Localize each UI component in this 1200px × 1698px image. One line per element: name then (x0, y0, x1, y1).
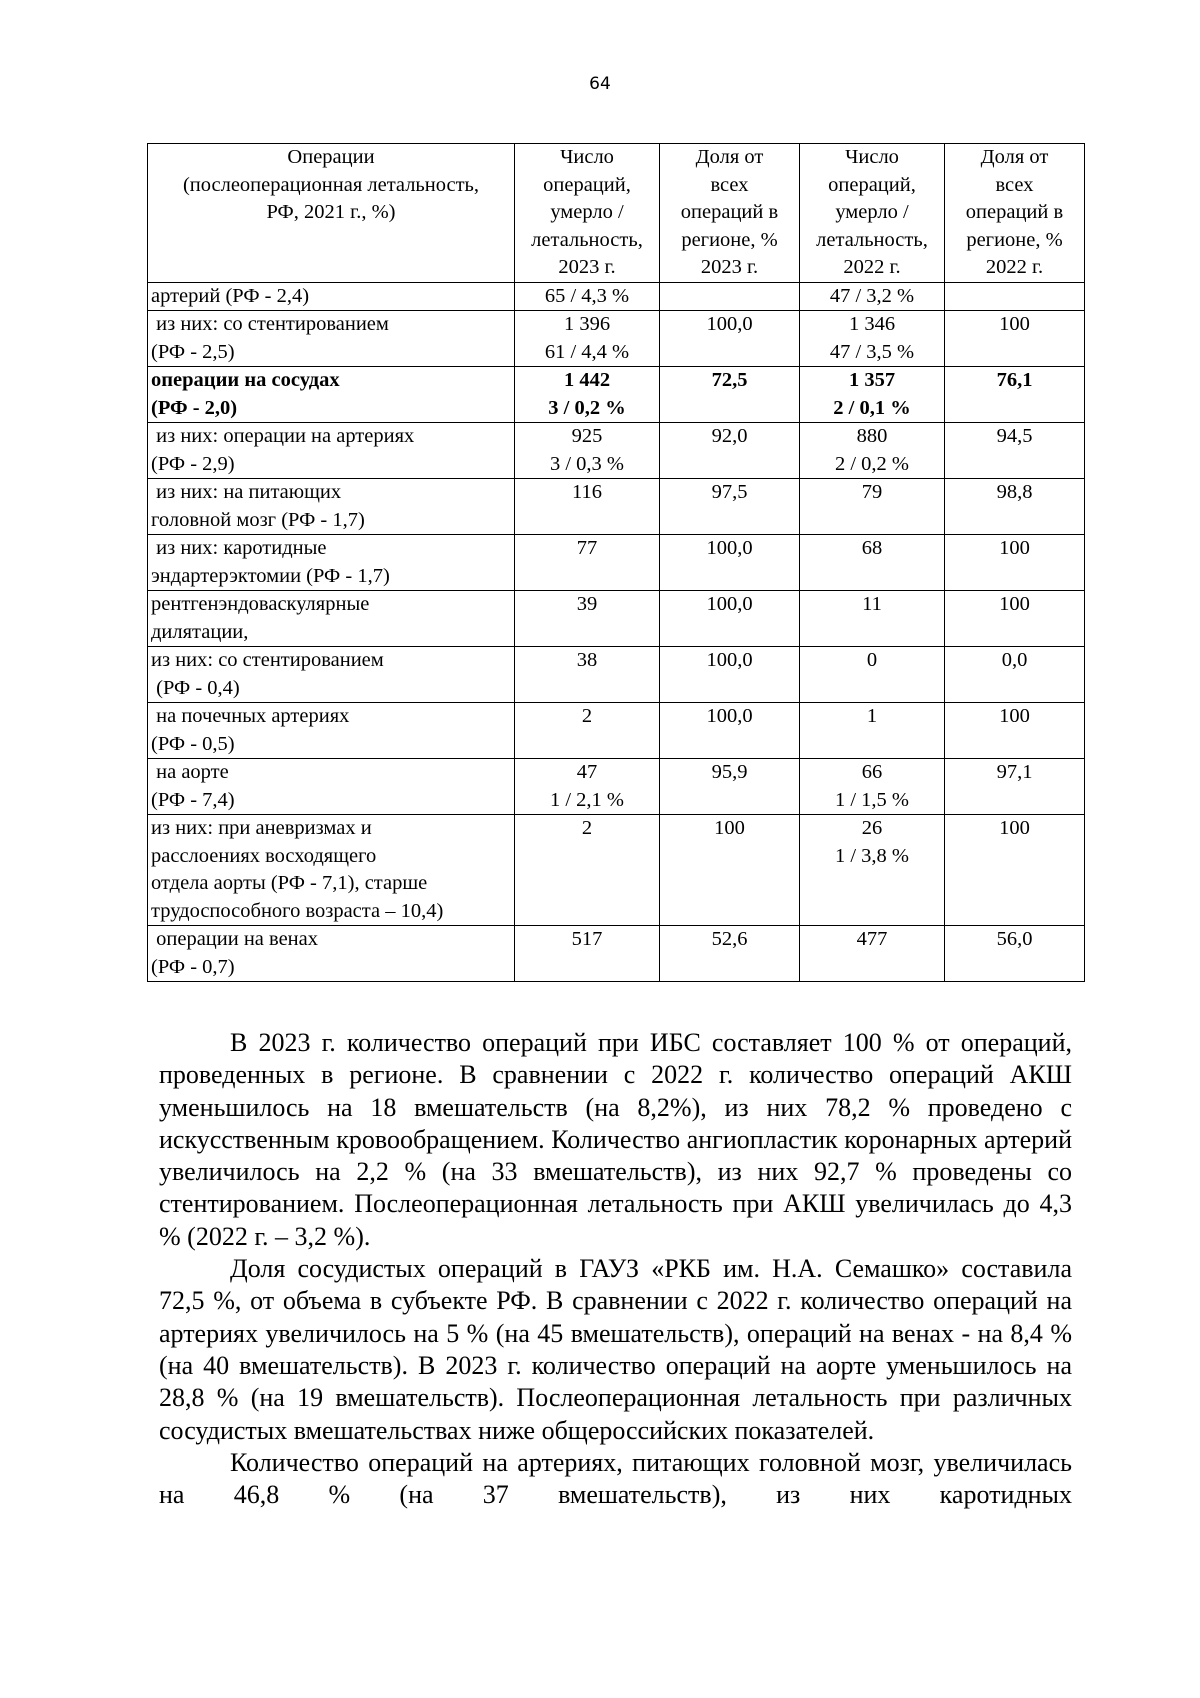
table-row (148, 759, 1085, 815)
share-2023-cell: 100,0 (660, 703, 800, 759)
cell-line: летальность, (816, 228, 928, 251)
header-count-2022 (800, 144, 945, 283)
cell-line: всех (710, 173, 749, 196)
table-row (148, 703, 1085, 759)
share-2022-cell: 0,0 (945, 647, 1085, 703)
cell-line: трудоспособного возраста – 10,4) (151, 899, 444, 922)
count-2023-cell (515, 423, 660, 479)
cell-line: расслоениях восходящего (151, 844, 377, 867)
share-2022-cell: 100 (945, 535, 1085, 591)
cell-line: 1 / 2,1 % (549, 788, 625, 811)
operation-label-cell (148, 282, 515, 311)
count-2023-cell (515, 926, 660, 982)
count-2023-cell (515, 479, 660, 535)
cell-line: Число (560, 146, 614, 168)
count-2023-cell (515, 647, 660, 703)
cell-line: Доля от (695, 146, 764, 168)
share-2022-cell (945, 282, 1085, 311)
header-share-2023 (660, 144, 800, 283)
table-body (148, 282, 1085, 982)
cell-line: 79 (861, 481, 883, 503)
count-2022-cell (800, 479, 945, 535)
cell-line: операций в (680, 201, 779, 223)
share-2023-cell: 92,0 (660, 423, 800, 479)
cell-line: из них: при аневризмах и (151, 817, 372, 839)
cell-line: (РФ - 0,4) (151, 676, 240, 699)
cell-line: 1 (866, 705, 878, 727)
count-2022-cell (800, 647, 945, 703)
cell-line: регионе, % (681, 228, 778, 251)
cell-line: из них: со стентированием (151, 649, 384, 671)
cell-line: из них: со стентированием (151, 313, 389, 335)
cell-line: операции на венах (151, 928, 319, 950)
cell-line: 39 (576, 593, 598, 615)
header-share-2022 (945, 144, 1085, 283)
cell-line: 1 / 3,8 % (834, 844, 910, 867)
cell-line: отдела аорты (РФ - 7,1), старше (151, 872, 428, 894)
share-2023-cell: 97,5 (660, 479, 800, 535)
operation-label-cell (148, 591, 515, 647)
count-2022-cell (800, 367, 945, 423)
cell-line: Число (845, 146, 899, 168)
table-row (148, 367, 1085, 423)
cell-line: рентгенэндоваскулярные (151, 593, 370, 615)
cell-line: 47 / 3,5 % (829, 340, 915, 363)
count-2022-cell (800, 703, 945, 759)
count-2022-cell (800, 423, 945, 479)
share-2022-cell: 100 (945, 815, 1085, 926)
cell-line: 77 (576, 537, 598, 559)
count-2023-cell (515, 311, 660, 367)
count-2022-cell (800, 535, 945, 591)
share-2022-cell: 76,1 (945, 367, 1085, 423)
cell-line: 477 (856, 928, 888, 950)
cell-line: артерий (РФ - 2,4) (151, 284, 310, 307)
cell-line: 0 (866, 649, 878, 671)
page-number: 64 (589, 74, 611, 94)
cell-line: Операции (287, 146, 375, 168)
cell-line: (РФ - 0,7) (151, 955, 235, 978)
cell-line: 3 / 0,3 % (549, 452, 625, 475)
share-2023-cell: 100,0 (660, 535, 800, 591)
table-row (148, 591, 1085, 647)
operation-label-cell (148, 479, 515, 535)
cell-line: (РФ - 2,5) (151, 340, 235, 363)
share-2023-cell: 100 (660, 815, 800, 926)
table-row (148, 423, 1085, 479)
cell-line: 517 (571, 928, 603, 950)
cell-line: 116 (572, 481, 602, 503)
cell-line: операций, (828, 173, 916, 196)
cell-line: (РФ - 2,0) (151, 396, 238, 419)
cell-line: 26 (861, 817, 883, 839)
table-row (148, 647, 1085, 703)
cell-line: 2 / 0,1 % (833, 396, 911, 419)
cell-line: 1 346 (848, 313, 896, 335)
table-row (148, 535, 1085, 591)
operation-label-cell (148, 535, 515, 591)
cell-line: (РФ - 7,4) (151, 788, 235, 811)
operation-label-cell (148, 926, 515, 982)
cell-line: 3 / 0,2 % (548, 396, 626, 419)
body-text (159, 1027, 1072, 1511)
cell-line: умерло / (835, 201, 909, 223)
cell-line: Доля от (980, 146, 1049, 168)
cell-line: 2022 г. (985, 256, 1044, 278)
operation-label-cell (148, 311, 515, 367)
count-2023-cell (515, 703, 660, 759)
cell-line: 61 / 4,4 % (544, 340, 630, 363)
count-2022-cell (800, 815, 945, 926)
cell-line: 2 (581, 817, 593, 839)
cell-line: (РФ - 2,9) (151, 452, 235, 475)
table-row (148, 479, 1085, 535)
paragraph-vascular: Доля сосудистых операций в ГАУЗ «РКБ им. Н.А. Семашко» составила 72,5 %, от объема в субъекте РФ. В сравнении с 2022 г. количество операций на артериях увеличилось на 5 % (на 45 вмешательств), операций на венах - на 8,4 % (на 40 вмешательств). В 2023 г. количество операций на аорте уменьшилось на 28,8 % (на 19 вмешательств). Послеоперационная летальность при различных сосудистых вмешательствах ниже общероссийских показателей. (159, 1254, 1072, 1445)
share-2022-cell: 56,0 (945, 926, 1085, 982)
cell-line: РФ, 2021 г., %) (266, 201, 396, 223)
cell-line: 1 396 (563, 313, 611, 335)
share-2023-cell: 100,0 (660, 311, 800, 367)
cell-line: умерло / (550, 201, 624, 223)
cell-line: 2023 г. (558, 256, 616, 278)
cell-line: 68 (861, 537, 883, 559)
cell-line: 2 / 0,2 % (834, 452, 910, 475)
share-2023-cell: 100,0 (660, 647, 800, 703)
share-2022-cell: 100 (945, 591, 1085, 647)
share-2022-cell: 94,5 (945, 423, 1085, 479)
count-2022-cell (800, 311, 945, 367)
count-2023-cell (515, 815, 660, 926)
cell-line: из них: каротидные (151, 537, 327, 559)
operation-label-cell (148, 759, 515, 815)
operation-label-cell (148, 423, 515, 479)
share-2023-cell: 52,6 (660, 926, 800, 982)
cell-line: на аорте (151, 761, 229, 783)
cell-line: 1 / 1,5 % (834, 788, 910, 811)
cell-line: 2023 г. (700, 256, 759, 278)
cell-line: операций, (543, 173, 631, 196)
cell-line: 880 (856, 425, 888, 447)
cell-line: операций в (965, 201, 1064, 223)
cell-line: из них: операции на артериях (151, 425, 415, 447)
count-2022-cell (800, 926, 945, 982)
cell-line: 2022 г. (843, 256, 901, 278)
cell-line: летальность, (531, 228, 643, 251)
share-2023-cell: 95,9 (660, 759, 800, 815)
cell-line: 925 (571, 425, 603, 447)
cell-line: 1 357 (848, 369, 896, 391)
operation-label-cell (148, 367, 515, 423)
table-header-row (148, 144, 1085, 283)
count-2022-cell (800, 759, 945, 815)
count-2023-cell (515, 535, 660, 591)
share-2023-cell: 100,0 (660, 591, 800, 647)
count-2022-cell (800, 591, 945, 647)
table-row (148, 282, 1085, 311)
paragraph-brain-arteries: Количество операций на артериях, питающих головной мозг, увеличилась на 46,8 % (на 37 вмешательств), из них каротидных (159, 1447, 1072, 1510)
cell-line: 66 (861, 761, 883, 783)
cell-line: из них: на питающих (151, 481, 342, 503)
share-2023-cell: 72,5 (660, 367, 800, 423)
header-count-2023 (515, 144, 660, 283)
paragraph-ibs: В 2023 г. количество операций при ИБС составляет 100 % от операций, проведенных в регионе. В сравнении с 2022 г. количество операций АКШ уменьшилось на 18 вмешательств (на 8,2%), из них 78,2 % проведено с искусственным кровообращением. Количество ангиопластик коронарных артерий увеличилось на 2,2 % (на 33 вмешательств), из них 92,7 % проведены со стентированием. Послеоперационная летальность при АКШ увеличилась до 4,3 % (2022 г. – 3,2 %). (159, 1028, 1072, 1251)
share-2023-cell (660, 282, 800, 311)
share-2022-cell: 97,1 (945, 759, 1085, 815)
header-operations (148, 144, 515, 283)
cell-line: 47 (576, 761, 598, 783)
operations-table (147, 143, 1085, 982)
count-2022-cell (800, 282, 945, 311)
operation-label-cell (148, 647, 515, 703)
cell-line: (РФ - 0,5) (151, 732, 235, 755)
cell-line: 2 (581, 705, 593, 727)
table-row (148, 311, 1085, 367)
cell-line: эндартерэктомии (РФ - 1,7) (151, 564, 390, 587)
table-row (148, 926, 1085, 982)
share-2022-cell: 100 (945, 311, 1085, 367)
cell-line: всех (995, 173, 1034, 196)
operation-label-cell (148, 703, 515, 759)
cell-line: (послеоперационная летальность, (182, 173, 480, 196)
cell-line: регионе, % (966, 228, 1063, 251)
cell-line: операции на сосудах (151, 369, 340, 391)
cell-line: головной мозг (РФ - 1,7) (151, 508, 365, 531)
cell-line: 1 442 (563, 369, 611, 391)
operation-label-cell (148, 815, 515, 926)
share-2022-cell: 98,8 (945, 479, 1085, 535)
cell-line: 47 / 3,2 % (829, 284, 915, 307)
count-2023-cell (515, 759, 660, 815)
count-2023-cell (515, 282, 660, 311)
cell-line: на почечных артериях (151, 705, 350, 727)
cell-line: 65 / 4,3 % (544, 284, 630, 307)
cell-line: дилятации, (151, 620, 249, 643)
cell-line: 11 (862, 593, 882, 615)
share-2022-cell: 100 (945, 703, 1085, 759)
table-row (148, 815, 1085, 926)
count-2023-cell (515, 367, 660, 423)
cell-line: 38 (576, 649, 598, 671)
count-2023-cell (515, 591, 660, 647)
